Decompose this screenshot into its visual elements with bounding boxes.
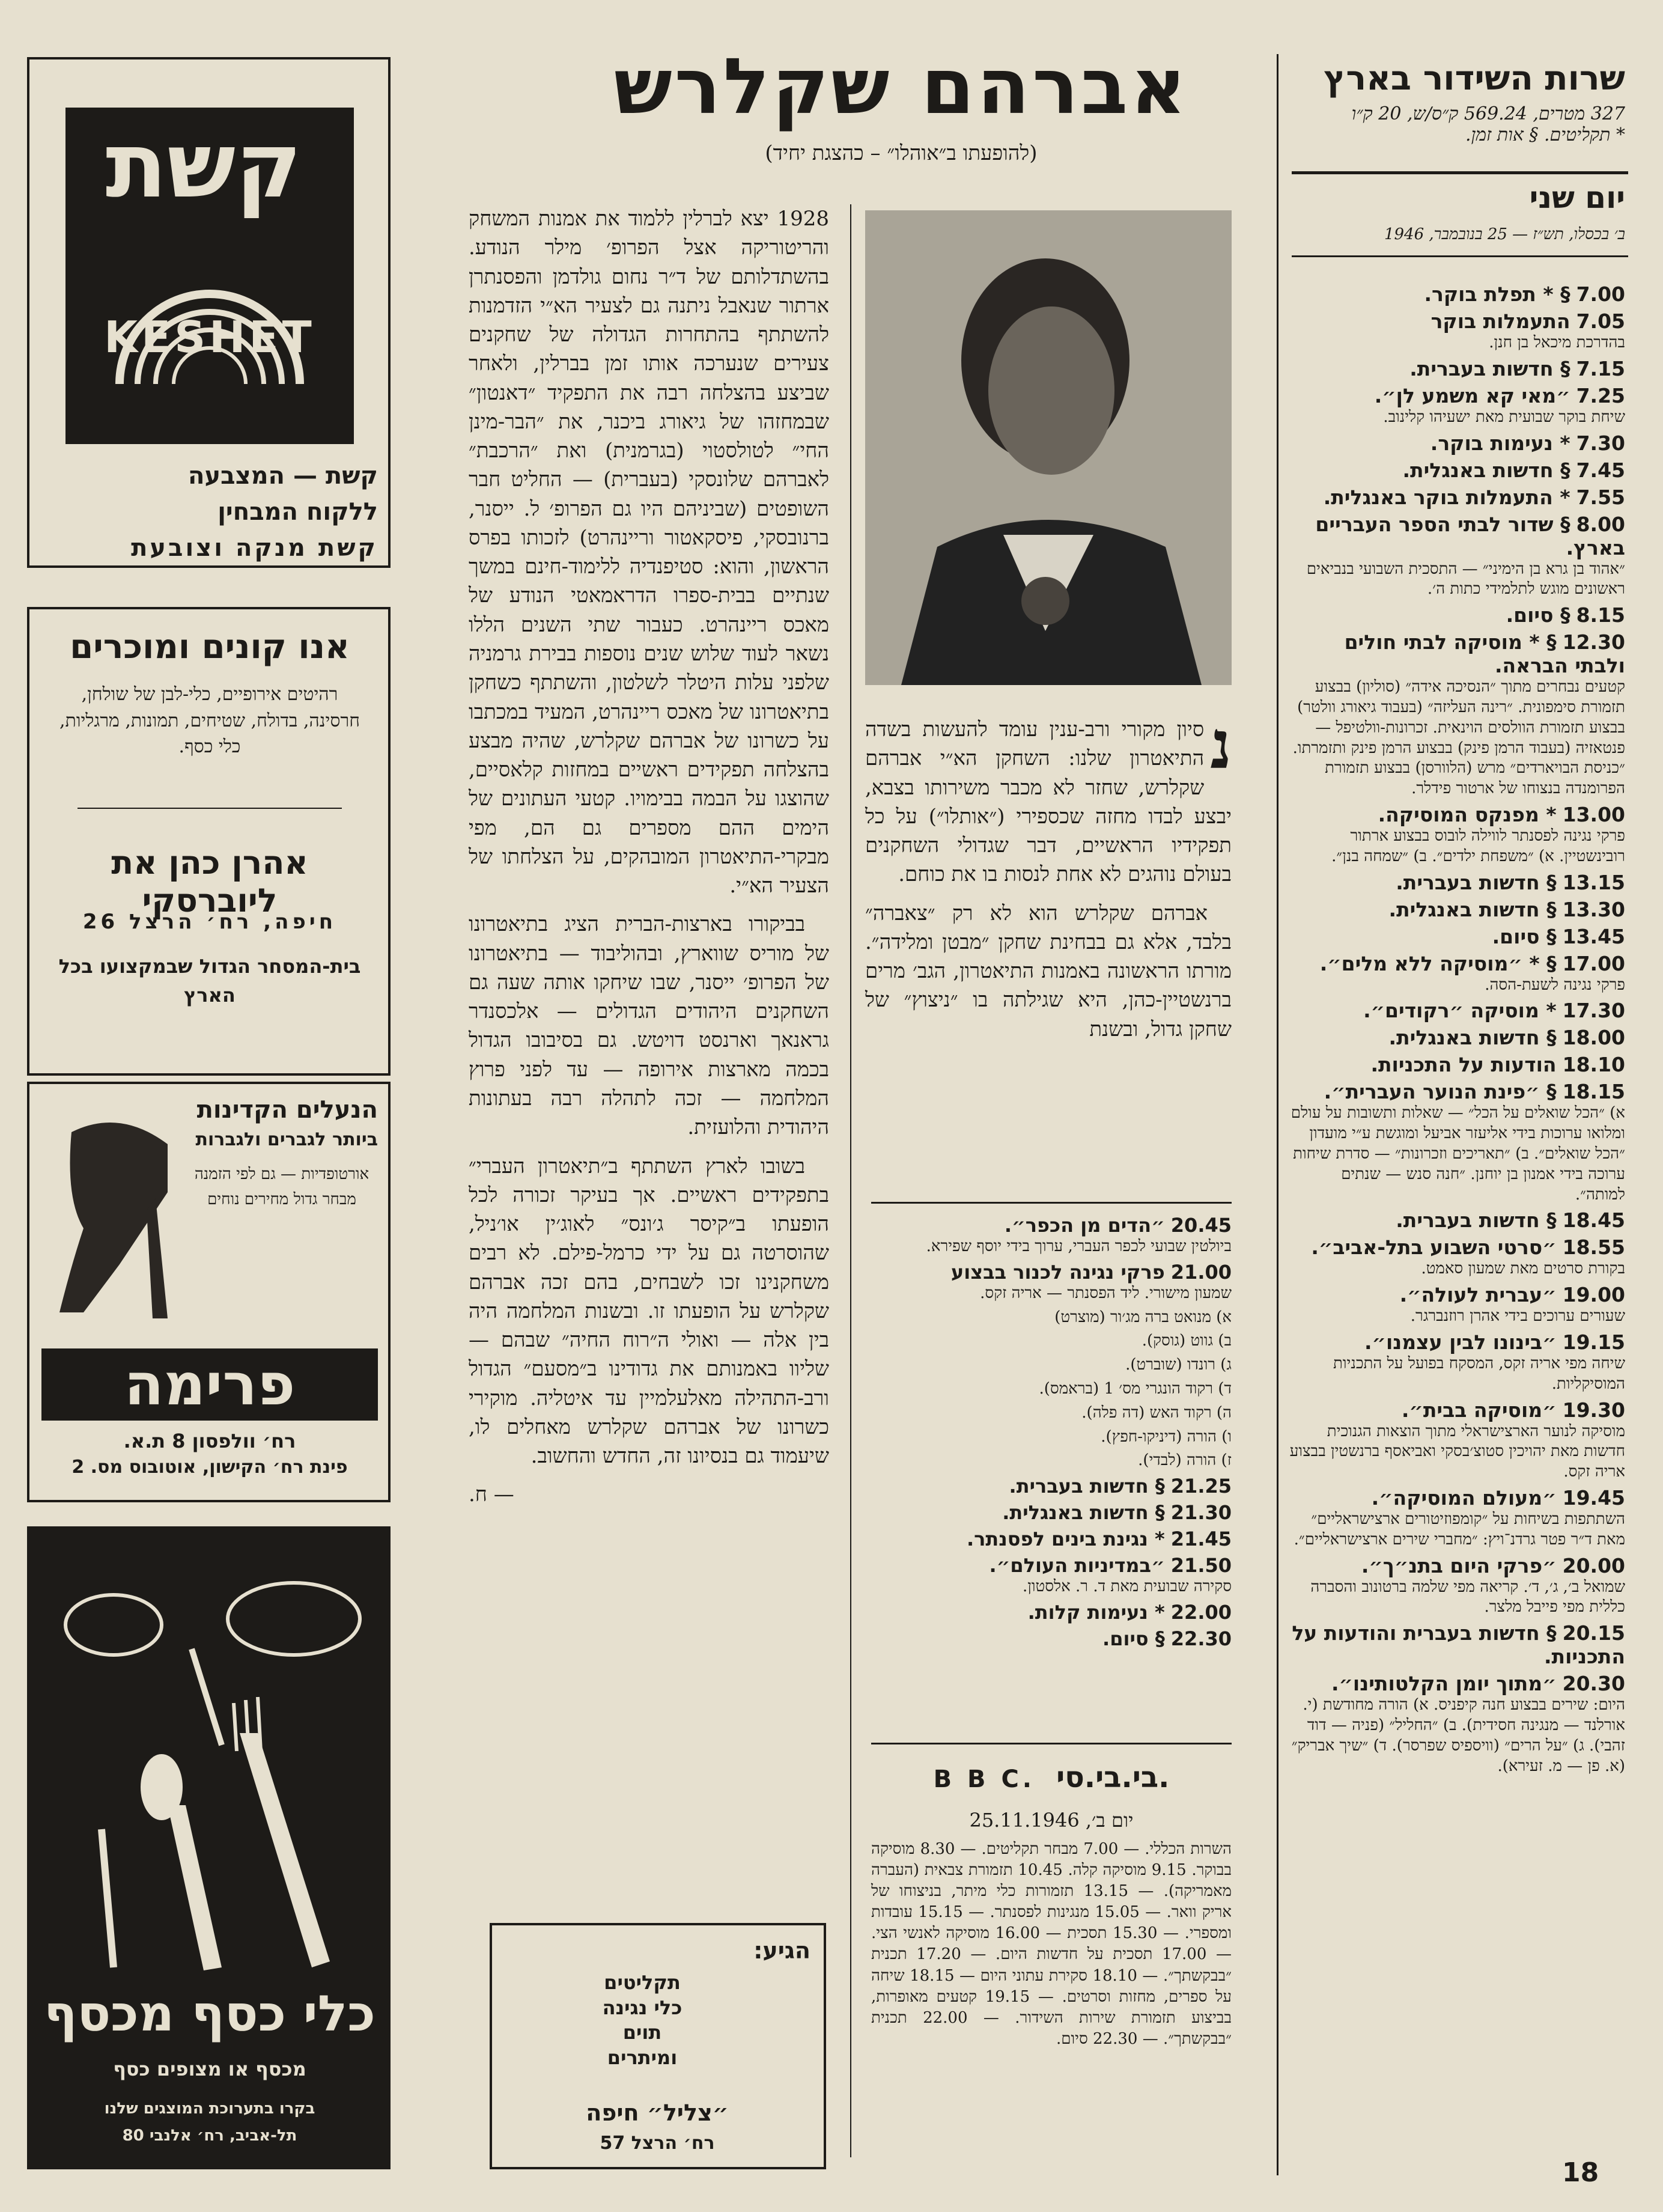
silver-brand: כלי כסף מכסף xyxy=(44,1985,375,2043)
program-row xyxy=(1289,803,1625,867)
cohen-headline: אנו קונים ומוכרים xyxy=(70,627,350,666)
program-title: ״מעולם המוסיקה״. xyxy=(1371,1485,1557,1510)
program-row xyxy=(1289,1235,1625,1279)
keshet-line3: קשת מנקה וצובעת xyxy=(131,534,378,562)
tzlil-headline: הגיע: xyxy=(753,1937,810,1964)
actor-portrait-icon xyxy=(865,210,1232,685)
program-time: 7.25 xyxy=(1576,383,1625,407)
prima-brand: פרימה xyxy=(124,1351,296,1418)
program-title: * נעימות בוקר. xyxy=(1430,431,1570,455)
program-row xyxy=(1289,1053,1625,1076)
program-title: * התעמלות בוקר באנגלית. xyxy=(1323,485,1570,509)
program-row xyxy=(1289,1554,1625,1618)
day-title: יום שני xyxy=(1529,180,1625,215)
program-time: 13.15 xyxy=(1562,870,1625,894)
article-paragraph: בשובו לארץ השתתף ב״תיאטרון העברי״ בתפקידים ראשיים. אך בעיקר זכורה לכל הופעתו ב״קיסר ג׳ונס״ לאוג׳ין או׳ניל, שהוסרטה גם על ידי כרמל-פילם. לא רבים משחקנינו זכו לשבחים, בהם זכה אברהם שקלרש על הופעתו זו. ובשנות המלחמה היה בין אלה — ואולי ה״רוח החיה״ שבהם — שליוו באמנותם את גדודינו ב״מסעם״ הגדול ורב-התהילה מאלעלמיין עד איטליה. מוקירי כשרונו של אברהם שקלרש מאחלים לו, שיעמוד גם בנסיונו זה, החדש והחשוב. xyxy=(469,1154,829,1469)
program-time: 18.15 xyxy=(1562,1080,1625,1104)
prima-headline2: ביותר לגברים ולגברות xyxy=(195,1129,378,1150)
page-number: 18 xyxy=(1562,2157,1599,2188)
program-time: 22.00 xyxy=(1170,1600,1232,1624)
program-description: ״אהוד בן גרא בן הימיני״ — התסכית השבועי בנביאים ראשונים מוגש לתלמידי כתות ה׳. xyxy=(1306,559,1625,599)
article-subtitle: (להופעתו ב״אוהלו״ – כהצגת יחיד) xyxy=(765,141,1038,165)
program-description: ביולטין שבועי לכפר העברי, ערוך בידי יוסף שפירא. xyxy=(926,1237,1232,1255)
program-row xyxy=(1289,486,1625,509)
program-description: שמואל ב׳, ג׳, ד׳. קריאה מפי שלמה ברטונוב והסברה כללית מפי פייבל מלצר. xyxy=(1310,1577,1625,1616)
program-title: ״בינונו לבין עצמנו״. xyxy=(1364,1330,1557,1354)
program-title: § חדשות בעברית. xyxy=(1396,1208,1557,1232)
program-time: 13.00 xyxy=(1562,802,1625,826)
program-description: בהדרכת מיכאל בן חנן. xyxy=(1489,334,1625,352)
keshet-line2: ללקוח המבחין xyxy=(217,498,378,526)
program-time: 21.25 xyxy=(1170,1475,1232,1498)
cohen-ad xyxy=(27,607,391,1076)
program-description: השתתפות בשיחות על ״קומפוזיטורים ארצישראליים״ מאת ד״ר פטר גרדנ־ויץ: ״מחברי שירים ארצישראליים״. xyxy=(1294,1510,1625,1549)
prima-address2: פינת רח׳ הקישון, אוטובוס מס. 2 xyxy=(71,1457,348,1478)
program-time: 20.30 xyxy=(1562,1672,1625,1696)
program-title: * נעימות קלות. xyxy=(1027,1600,1165,1624)
article-paragraph: אברהם שקלרש הוא לא רק ״צאברה״ בלבד, אלא גם בבחינת שחקן ״מבטן ומלידה״. מורתו הראשונה באמנות התיאטרון, הגב׳ מרים ברנשטיין-כהן, היא שגילתה בו ״ניצוץ״ של שחקן גדול, ובשנת xyxy=(865,901,1232,1041)
program-time: 19.45 xyxy=(1562,1485,1625,1510)
program-title: ״הדים מן הכפר״. xyxy=(1004,1214,1165,1237)
legend-line: * תקליטים. § אות זמן. xyxy=(1465,124,1625,145)
bbc-heading xyxy=(871,1761,1232,1794)
program-description: סקירה שבועית מאת ד. ר. אלסטון. xyxy=(1022,1577,1232,1596)
program-title: § חדשות באנגלית. xyxy=(1402,458,1570,482)
program-time: 22.30 xyxy=(1170,1627,1232,1650)
shoe-icon xyxy=(47,1108,192,1336)
program-title: ״מוסיקה בבית״. xyxy=(1401,1398,1557,1422)
keshet-logo xyxy=(65,108,354,444)
evening-rule xyxy=(871,1202,1232,1204)
date-rule xyxy=(1292,255,1628,257)
program-row xyxy=(1289,309,1625,353)
tzlil-address: רח׳ הרצל 57 xyxy=(600,2133,715,2154)
schedule-header-rule xyxy=(1292,171,1628,174)
schedule-header xyxy=(1289,60,1625,145)
program-description: ה) רקוד האש (דה פלה). xyxy=(1081,1403,1232,1422)
program-time: 7.15 xyxy=(1576,356,1625,380)
program-title: * מפנקס המוסיקה. xyxy=(1378,802,1557,826)
program-row xyxy=(868,1501,1232,1524)
program-time: 20.45 xyxy=(1170,1214,1232,1237)
program-row xyxy=(868,1451,1232,1471)
silver-ad xyxy=(27,1526,391,2169)
program-row xyxy=(1289,459,1625,482)
program-title: ״במדיניות העולם״. xyxy=(989,1554,1165,1577)
program-row xyxy=(1289,952,1625,996)
drop-cap: נ xyxy=(1210,706,1232,784)
program-description: בקורת סרטים מאת שמעון סאמט. xyxy=(1421,1260,1625,1278)
program-title: § חדשות בעברית. xyxy=(1409,356,1570,380)
program-time: 21.45 xyxy=(1170,1528,1232,1551)
keshet-brand-en: KESHET xyxy=(104,312,315,362)
program-row xyxy=(1289,513,1625,600)
program-row xyxy=(868,1601,1232,1624)
bbc-body: השרות הכללי. — 7.00 מבחר תקליטים. — 8.30 מוסיקה בבוקר. 9.15 מוסיקה קלה. 10.45 תזמורת צבאית (העברה מאמריקה). — 13.15 תזמורות כלי מיתר, בניצוחו של אריק וואר. — 15.05 מנגינות לפסנתר. — 15.15 עובדות ומספרי. — 15.30 תסכית — 16.00 מוסיקה לאנשי הצי. — 17.00 תסכית על חדשות היום. — 17.20 תכנית ״בבקשתך״. — 18.10 סקירת עתוני היום — 18.15 שיחה על ספרים, מחזות וסרטים. — 19.15 קטעים מאופרות, בביצוע תזמורת שירות השידור. — 22.00 תכנית ״בבקשתך״. — 22.30 סיום. xyxy=(871,1840,1232,2048)
program-title: § חדשות בעברית והודעות על התכניות. xyxy=(1292,1621,1625,1669)
program-time: 18.10 xyxy=(1562,1053,1625,1077)
program-title: ״מתוך יומן הקלטותינו״. xyxy=(1331,1672,1557,1696)
article-intro xyxy=(865,706,1232,1044)
program-row xyxy=(868,1554,1232,1597)
program-time: 18.55 xyxy=(1562,1235,1625,1260)
keshet-ad xyxy=(27,57,391,568)
program-row xyxy=(868,1308,1232,1328)
bbc-date: יום ב׳, 25.11.1946 xyxy=(969,1809,1134,1832)
program-description: ד) רקוד הונגרי מס׳ 1 (בראמס). xyxy=(1039,1379,1232,1398)
program-title: ״סרטי השבוע בתל-אביב״. xyxy=(1311,1235,1557,1260)
cohen-address: חיפה, רח׳ הרצל 26 xyxy=(82,910,337,934)
program-row xyxy=(868,1214,1232,1257)
article-intro-text: סיון מקורי ורב-ענין עומד להעשות בשדה התיאטרון שלנו: השחקן הא״י אברהם שקלרש, שחזר לא מכבר משירותו בצבא, יבצע לבדו מחזה שכספירי (״אותלו״) על כל תפקידיו הראשיים, דבר שגדולי השחקנים בעולם נוהגים לא אחת לנסות בו את כוחם. xyxy=(865,718,1232,887)
article-paragraph: 1928 יצא לברלין ללמוד את אמנות המשחק והריטוריקה אצל הפרופ׳ מילר הנודע. בהשתדלותם של ד״ר נחום גולדמן והפסנתרן ארתור שנאבל ניתנה גם לצעיר הא״י הזדמנות להשתתף בהתחרות הגדולה של שחקנים צעירים שנערכה אותו זמן בברלין, ולאחר שביצע בהצלחה רבה את התפקיד ״דאנטון״ שבמחזהו של גיאורג ביכנר, את ״הבר-מינן החי״ לטולסטוי (בגרמנית) ואת ״הרכבת״ לאברהם שלונסקי (בעברית) — החליט חבר השופטים (שביניהם היו גם הפרופ׳ ל. ייסנר, ברנובסקי, פיסקאטור וריינהרט) לזכותו בפרס הראשון, והוא: סטיפנדיה ללימוד-חינם במשך שנתיים בבית-ספרו הדראמאטי הנודע של מאכס ריינהרט. כעבור שתי השנים הללו נשאר לעוד שלוש שנים נוספות בבירת גרמניה שלפני עלות היטלר לשלטון, והשתתף כשחקן בתיאטרונו של מאכס ריינהרט, המעיד במכתבו על כשרונו של אברהם שקלרש, שהיה מבצע בהצלחה תפקידים ראשיים במחזות קלאסיים, שהוצגו על הבמה בבימויו. קטעי העתונים של הימים ההם מספרים גם הם, מפי מבקרי-התיאטרון המובהקים, על הצלחתו של הצעיר הא״י. xyxy=(469,207,829,898)
program-title: § חדשות באנגלית. xyxy=(1388,1026,1557,1050)
program-description: שיחת בוקר שבועית מאת ישעיהו קלינוב. xyxy=(1383,407,1625,426)
program-time: 21.30 xyxy=(1170,1501,1232,1525)
program-time: 12.30 xyxy=(1562,630,1625,654)
program-description: קטעים נבחרים מתוך ״הנסיכה אידה״ (סוליון) בבצוע תזמורת סימפונית. ״רינה העליזה״ (בעבוד גיאורג וולטר) בבצוע תזמורת הוולסים הוינאית. זכרונות-וולטיפל — פנטאזיה (בעבוד הרמן פינק) בבצוע הרמן פינק ותזמרתו. ״כניסת הבויארדים״ מרש (הלוורסן) בבצוע תזמורת הפרומנדה בנצוחו של ארטור פידלר. xyxy=(1292,678,1625,798)
tzlil-ad xyxy=(490,1923,826,2169)
program-time: 7.30 xyxy=(1576,431,1625,455)
article-title: אברהם שקלרש xyxy=(613,42,1189,132)
program-row xyxy=(868,1475,1232,1498)
prima-address1: רח׳ וולפסון 8 ת.א. xyxy=(123,1430,296,1452)
date-line: ב׳ בכסלו, תש״ז — 25 בנובמבר, 1946 xyxy=(1384,225,1625,243)
silver-bottom1: בקרו בתערוכת המוצגים שלנו xyxy=(104,2100,315,2118)
silver-bottom2: תל-אביב, רח׳ אלנבי 80 xyxy=(122,2127,297,2145)
program-time: 19.15 xyxy=(1562,1330,1625,1354)
program-title: ״עברית לעולה״. xyxy=(1399,1283,1557,1307)
bbc-rule xyxy=(871,1743,1232,1744)
program-time: 18.00 xyxy=(1562,1026,1625,1050)
program-row xyxy=(1289,1621,1625,1668)
program-row xyxy=(1289,999,1625,1022)
tzlil-item: כלי נגינה xyxy=(602,1996,683,2019)
program-row xyxy=(868,1403,1232,1424)
program-row xyxy=(1289,357,1625,380)
program-row xyxy=(1289,1208,1625,1232)
program-time: 13.45 xyxy=(1562,924,1625,948)
program-title: הודעות על התכניות. xyxy=(1370,1053,1557,1077)
article-paragraph: בביקורו בארצות-הברית הציג בתיאטרונו של מוריס שווארץ, ובהוליבוד — בתיאטרונו של הפרופ׳ ייסנר, שבו שיחקו אותה שעה גם השחקנים היהודים הגדולים — אלכסנדר גראנאך וארנסט דויטש. גם בסיבובו הגדול בכמה מארצות אירופה — עד לפני פרוץ המלחמה — זכה לתהלה רבה בעתונות היהודית והלועזית. xyxy=(469,912,829,1140)
program-time: 13.30 xyxy=(1562,897,1625,921)
tzlil-item: תוים xyxy=(622,2021,662,2044)
program-description: שמעון מישורי. ליד הפסנתר — אריה זקס. xyxy=(980,1284,1232,1302)
program-time: 20.15 xyxy=(1562,1621,1625,1645)
keshet-brand-heb: קשת xyxy=(105,114,302,218)
cohen-body: רהיטים אירופיים, כלי-לבן של שולחן, חרסינה, בדולח, שטיחים, תמונות, מרגליות, כלי כסף. xyxy=(59,684,360,757)
program-title: ״פרקי היום בתנ״ך״. xyxy=(1361,1553,1557,1577)
program-description: שיחה מפי אריה זקס, המסקח בפועל על התכניות המוסיקליות. xyxy=(1333,1354,1625,1393)
tzlil-item: תקליטים xyxy=(604,1971,681,1994)
program-title: § * מוסיקה לבתי חולים ולבתי הבראה. xyxy=(1344,630,1625,678)
program-title: § סיום. xyxy=(1506,603,1570,627)
program-row xyxy=(1289,1283,1625,1327)
frequency-line: 327 מטרים, 569.24 ק״ס/ש, 20 ק״ו xyxy=(1351,103,1625,124)
program-row xyxy=(868,1355,1232,1376)
program-title: § סיום. xyxy=(1492,924,1557,948)
program-time: 21.00 xyxy=(1170,1260,1232,1284)
program-row xyxy=(1289,898,1625,921)
bbc-title-en: B B C. xyxy=(933,1766,1035,1793)
program-title: § חדשות באנגלית. xyxy=(1388,897,1557,921)
program-title: § חדשות בעברית. xyxy=(1009,1475,1165,1498)
station-title: שרות השידור בארץ xyxy=(1324,59,1625,98)
program-description: פרקי נגינה לשעת-הסה. xyxy=(1485,975,1625,994)
prima-ad xyxy=(27,1082,391,1502)
program-row xyxy=(1289,630,1625,799)
program-description: ג) רונדו (שוברט). xyxy=(1125,1356,1232,1374)
program-time: 8.00 xyxy=(1576,512,1625,536)
cutlery-icon xyxy=(41,1553,378,1973)
prima-headline1: הנעלים הקדינות xyxy=(196,1096,378,1124)
program-title: § שדור לבתי הספר העבריים בארץ. xyxy=(1315,512,1625,559)
program-row xyxy=(868,1379,1232,1400)
tzlil-items xyxy=(504,1970,780,2070)
program-row xyxy=(868,1261,1232,1304)
program-time: 7.45 xyxy=(1576,458,1625,482)
program-row xyxy=(1289,925,1625,948)
program-title: § * תפלת בוקר. xyxy=(1424,282,1570,306)
program-row xyxy=(1289,1486,1625,1550)
program-row xyxy=(1289,1330,1625,1395)
prima-body: אורטופדיות — גם לפי הזמנה מבחר גדול מחירים נוחים xyxy=(194,1165,369,1208)
tzlil-brand: ״צליל״ חיפה xyxy=(586,2100,729,2126)
program-title: § * ״מוסיקה ללא מלים״. xyxy=(1319,951,1557,975)
program-row xyxy=(1289,431,1625,455)
evening-schedule xyxy=(868,1214,1232,1654)
program-time: 19.30 xyxy=(1562,1398,1625,1422)
program-title: ״מאי קא משמע לן״. xyxy=(1374,383,1570,407)
program-time: 7.00 xyxy=(1576,282,1625,306)
program-description: א) מנואט ברה מג׳ור (מוצרט) xyxy=(1054,1308,1232,1326)
bbc-title-heb: בי.בי.סי. xyxy=(1056,1761,1170,1794)
program-row xyxy=(868,1331,1232,1351)
program-description: ז) הורה (לבדי). xyxy=(1138,1451,1232,1470)
column-divider-right xyxy=(1277,54,1278,2175)
prima-brand-band xyxy=(41,1348,378,1421)
silver-subline: מכסף או מצופים כסף xyxy=(113,2058,306,2080)
article-column-main xyxy=(469,204,829,1510)
program-time: 21.50 xyxy=(1170,1554,1232,1577)
program-row xyxy=(1289,282,1625,306)
program-time: 7.05 xyxy=(1576,309,1625,333)
program-title: § ״פינת הנוער העברית״. xyxy=(1324,1080,1557,1104)
program-row xyxy=(1289,603,1625,627)
program-description: א) ״הכל שואלים על הכל״ — שאלות ותשובות על עולם ומלואו ערוכות בידי אליעזר אביעל ומוגשת ע״י מועדון ״הכל שואלים״. ב) ״תאריכים וזכרונות״ — סדרת שיחות ערוכה בידי אמנון בן יוחנן. ״חנה סנש — שנתים למותה״. xyxy=(1291,1104,1625,1204)
program-time: 20.00 xyxy=(1562,1553,1625,1577)
cohen-name: אהרן כהן את ליוברסקי xyxy=(111,844,308,919)
program-title: § חדשות באנגלית. xyxy=(1002,1501,1165,1525)
program-time: 18.45 xyxy=(1562,1208,1625,1232)
program-time: 7.55 xyxy=(1576,485,1625,509)
program-row xyxy=(1289,1398,1625,1482)
program-time: 17.30 xyxy=(1562,999,1625,1023)
program-row xyxy=(868,1427,1232,1448)
schedule-list xyxy=(1289,282,1625,1780)
program-description: מוסיקה לנוער הארצישראלי מתוך הוצאות הגנוכית חדשות מאת יהויכין סטוצ׳בסקי ואביאסף ברנשטין בבצוע אריה זקס. xyxy=(1289,1422,1625,1481)
program-time: 8.15 xyxy=(1576,603,1625,627)
program-row xyxy=(1289,1026,1625,1049)
program-description: שעורים ערוכים בידי אהרן רוזנברגר. xyxy=(1410,1307,1625,1326)
program-description: פרקי נגינה לפסנתר לווילה לובוס בבצוע ארתור רובינשטיין. א) ״משפחת ילדים״. ב) ״שמחה בנן״. xyxy=(1331,826,1625,865)
program-title: התעמלות בוקר xyxy=(1430,309,1570,333)
program-row xyxy=(1289,1080,1625,1205)
program-description: ו) הורה (דיניקו-חפץ). xyxy=(1101,1427,1232,1446)
article-signature: — ח. xyxy=(469,1482,514,1507)
program-row xyxy=(1289,384,1625,428)
program-title: § חדשות בעברית. xyxy=(1396,870,1557,894)
program-row xyxy=(1289,1672,1625,1776)
program-title: § סיום. xyxy=(1102,1627,1165,1650)
program-title: פרקי נגינה לכנור בבצוע xyxy=(950,1260,1165,1284)
program-row xyxy=(1289,871,1625,894)
column-divider-mid xyxy=(850,204,851,2157)
program-description: היום: שירים בבצוע חנה קיפניס. א) הורה מחודשת (י. אורלנד — מנגינה חסידית). ב) ״החליל״ (פניה — דוד זהבי). ג) ״על הרים״ (וויספיס שפרסר). ד) ״שיך אבריק״ (א. פן — מ. זעירא). xyxy=(1291,1696,1625,1775)
program-description: ב) גווט (גוסק). xyxy=(1142,1332,1232,1350)
cohen-tagline: בית-המסחר הגדול שבמקצועו בכל הארץ xyxy=(58,955,361,1007)
program-row xyxy=(868,1528,1232,1550)
keshet-line1: קשת — המצבעה xyxy=(187,462,378,490)
program-title: * מוסיקה ״רקודים״. xyxy=(1363,999,1557,1023)
program-time: 17.00 xyxy=(1562,951,1625,975)
program-time: 19.00 xyxy=(1562,1283,1625,1307)
actor-photo xyxy=(865,210,1232,685)
program-title: * נגינת בינים לפסנתר. xyxy=(966,1528,1165,1551)
program-row xyxy=(868,1627,1232,1650)
tzlil-item: ומיתרים xyxy=(607,2046,678,2069)
cohen-divider xyxy=(78,808,342,809)
